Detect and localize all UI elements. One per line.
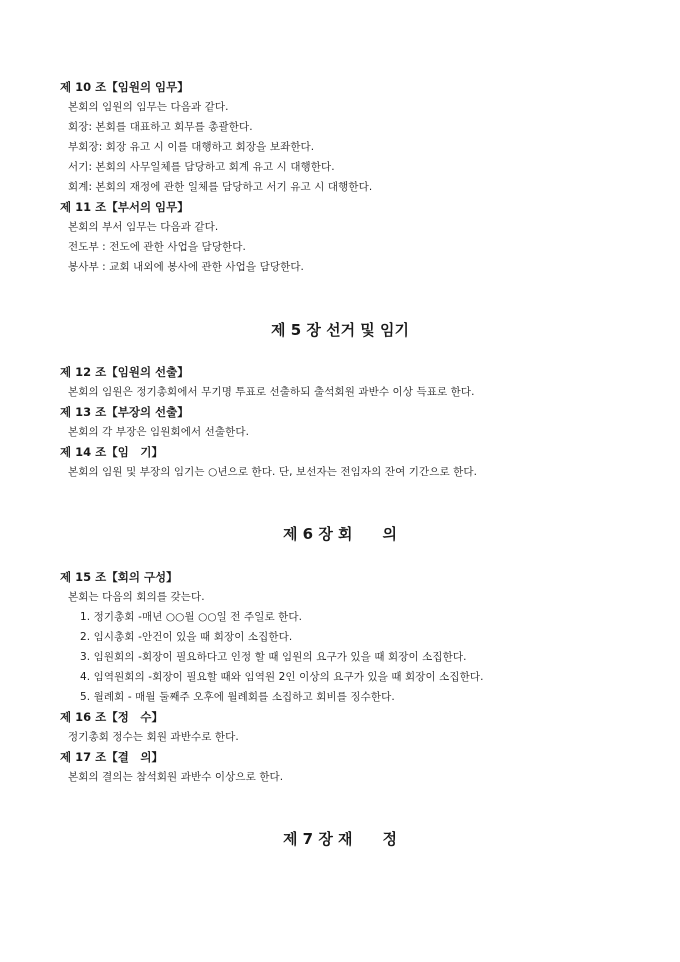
article-10-line: 본회의 임원의 임무는 다음과 같다. [68,101,229,113]
article-13-line: 본회의 각 부장은 임원회에서 선출한다. [68,426,250,438]
meeting-list-item: 2. 임시총회 -안건이 있을 때 회장이 소집한다. [80,631,293,643]
article-11-line: 봉사부 : 교회 내외에 봉사에 관한 사업을 담당한다. [68,261,304,273]
article-14-title: 제 14 조【임 기】 [60,445,163,459]
chapter-7-heading: 제 7 장 재 정 [282,830,398,848]
article-16-line: 정기총회 정수는 회원 과반수로 한다. [68,731,239,743]
article-10-line: 회장: 본회를 대표하고 회무를 총괄한다. [68,121,253,133]
article-12-line: 본회의 임원은 정기총회에서 무기명 투표로 선출하되 출석회원 과반수 이상 득표로 한다. [68,386,475,398]
article-10-title: 제 10 조【임원의 임무】 [60,80,189,94]
article-13-title: 제 13 조【부장의 선출】 [60,405,189,419]
article-10-line: 부회장: 회장 유고 시 이를 대행하고 회장을 보좌한다. [68,141,315,153]
article-12-title: 제 12 조【임원의 선출】 [60,365,189,379]
meeting-list-item: 4. 임역원회의 -회장이 필요할 때와 임역원 2인 이상의 요구가 있을 때 회장이 소집한다. [80,671,484,683]
article-11-line: 전도부 : 전도에 관한 사업을 담당한다. [68,241,246,253]
article-15-intro: 본회는 다음의 회의를 갖는다. [68,591,205,603]
meeting-list-item: 5. 월례회 - 매월 둘째주 오후에 월례회를 소집하고 회비를 징수한다. [80,691,395,703]
article-10-line: 회계: 본회의 재정에 관한 일체를 담당하고 서기 유고 시 대행한다. [68,181,373,193]
article-14-line: 본회의 임원 및 부장의 임기는 ○년으로 한다. 단, 보선자는 전임자의 잔여 기간으로 한다. [68,466,478,478]
article-11-line: 본회의 부서 임무는 다음과 같다. [68,221,219,233]
meeting-list-item: 1. 정기총회 -매년 ○○월 ○○일 전 주일로 한다. [80,611,303,623]
article-17-title: 제 17 조【결 의】 [60,750,163,764]
chapter-5-heading: 제 5 장 선거 및 임기 [271,321,409,339]
article-17-line: 본회의 결의는 참석회원 과반수 이상으로 한다. [68,771,284,783]
article-11-title: 제 11 조【부서의 임무】 [60,200,189,214]
article-10-line: 서기: 본회의 사무일체를 담당하고 회계 유고 시 대행한다. [68,161,335,173]
article-15-title: 제 15 조【회의 구성】 [60,570,178,584]
chapter-6-heading: 제 6 장 회 의 [282,525,398,543]
article-16-title: 제 16 조【정 수】 [60,710,163,724]
meeting-list-item: 3. 임원회의 -회장이 필요하다고 인정 할 때 임원의 요구가 있을 때 회장이 소집한다. [80,651,467,663]
